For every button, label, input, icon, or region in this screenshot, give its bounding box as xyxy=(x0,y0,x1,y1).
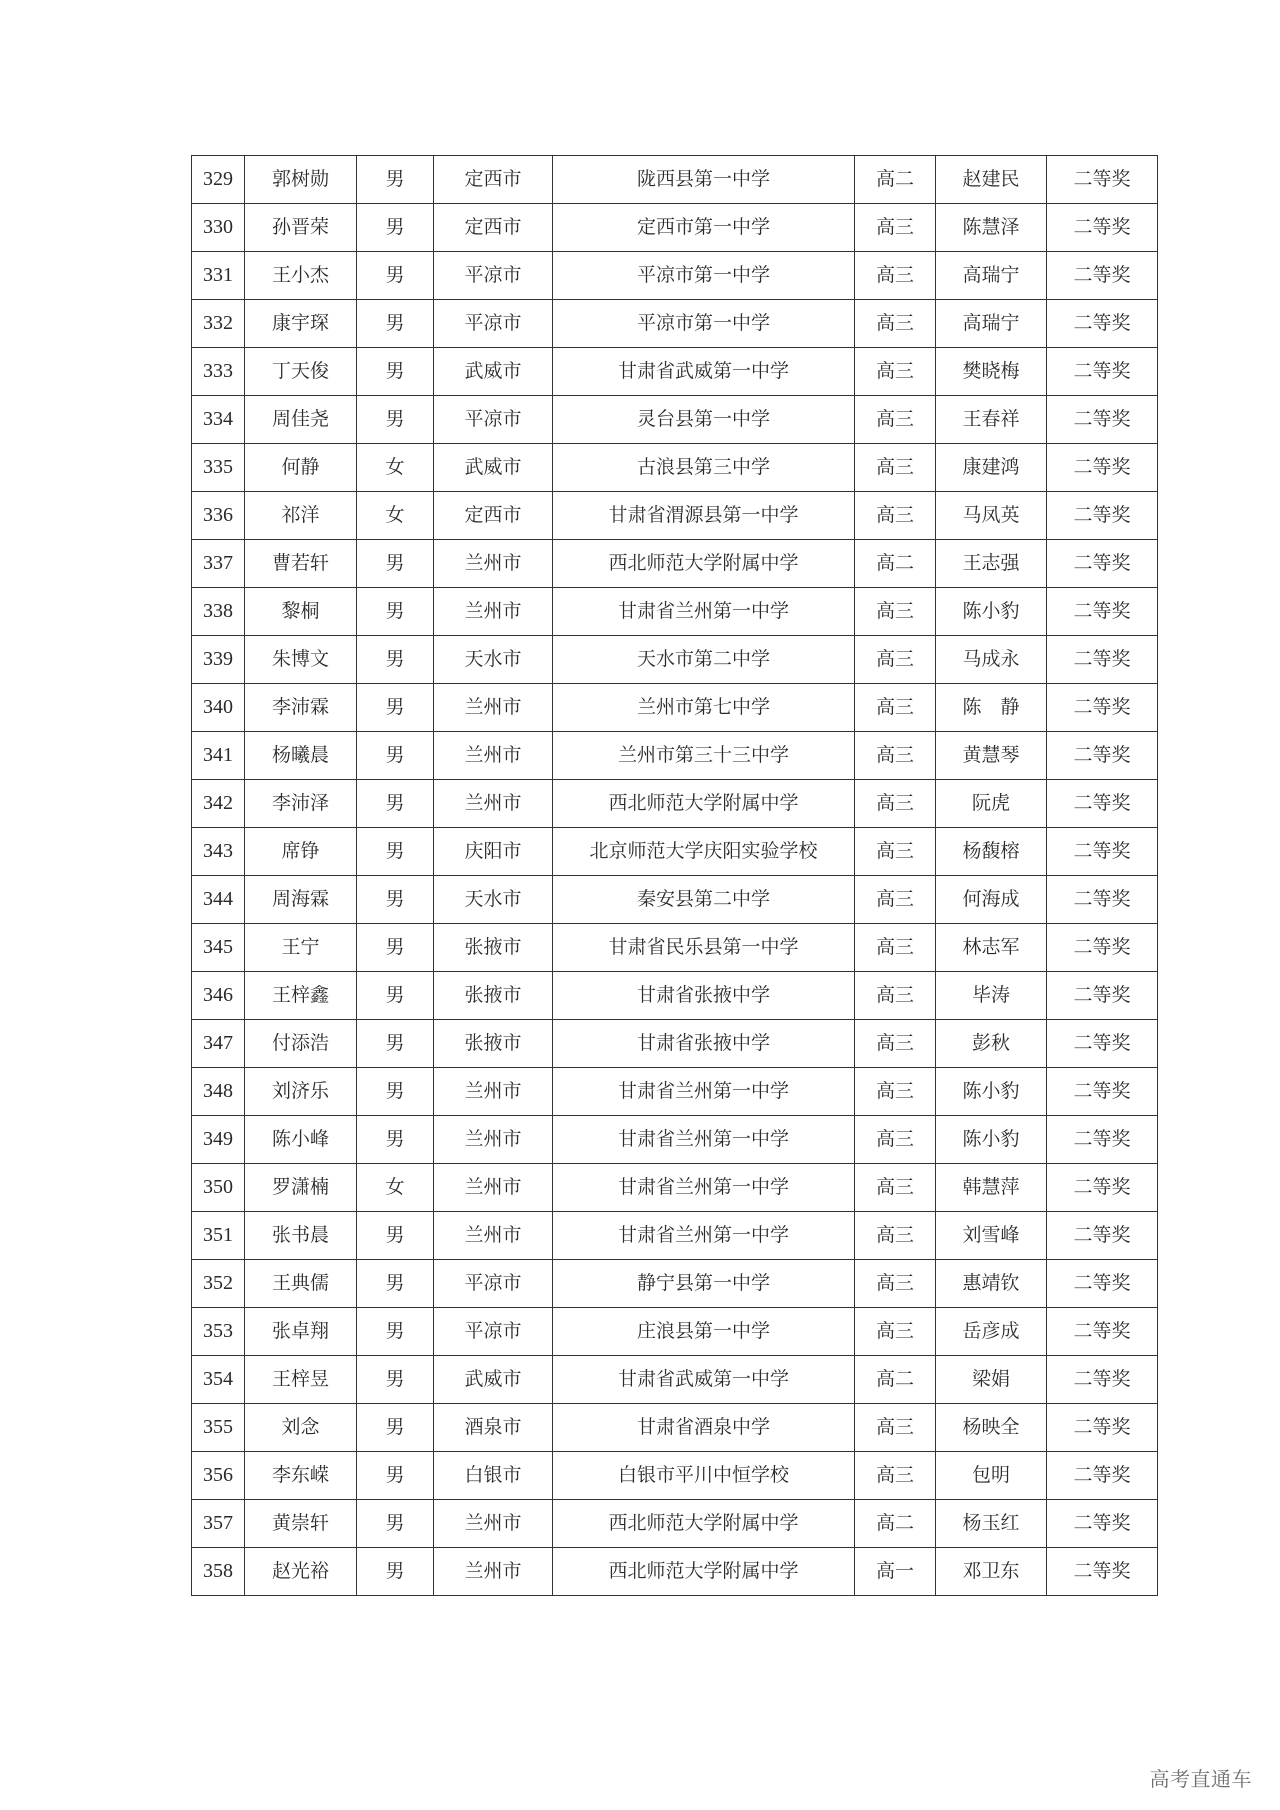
cell-grade: 高三 xyxy=(855,876,936,924)
cell-teacher: 康建鸿 xyxy=(936,444,1047,492)
cell-grade: 高三 xyxy=(855,1260,936,1308)
cell-grade: 高三 xyxy=(855,1452,936,1500)
cell-teacher: 杨玉红 xyxy=(936,1500,1047,1548)
cell-student-name: 周佳尧 xyxy=(245,396,357,444)
cell-award: 二等奖 xyxy=(1047,636,1158,684)
cell-number: 349 xyxy=(192,1116,245,1164)
cell-teacher: 岳彦成 xyxy=(936,1308,1047,1356)
cell-city: 平凉市 xyxy=(434,252,553,300)
cell-grade: 高三 xyxy=(855,1020,936,1068)
cell-school: 甘肃省张掖中学 xyxy=(553,1020,855,1068)
cell-grade: 高二 xyxy=(855,1356,936,1404)
table-row xyxy=(192,348,1158,396)
cell-number: 330 xyxy=(192,204,245,252)
cell-grade: 高三 xyxy=(855,204,936,252)
cell-city: 张掖市 xyxy=(434,924,553,972)
cell-number: 336 xyxy=(192,492,245,540)
cell-number: 342 xyxy=(192,780,245,828)
cell-city: 平凉市 xyxy=(434,1308,553,1356)
cell-award: 二等奖 xyxy=(1047,1452,1158,1500)
cell-student-name: 刘念 xyxy=(245,1404,357,1452)
cell-grade: 高三 xyxy=(855,684,936,732)
cell-student-name: 祁洋 xyxy=(245,492,357,540)
cell-grade: 高三 xyxy=(855,1116,936,1164)
cell-grade: 高三 xyxy=(855,732,936,780)
cell-grade: 高三 xyxy=(855,300,936,348)
cell-teacher: 何海成 xyxy=(936,876,1047,924)
cell-award: 二等奖 xyxy=(1047,828,1158,876)
cell-city: 兰州市 xyxy=(434,588,553,636)
cell-school: 甘肃省兰州第一中学 xyxy=(553,1212,855,1260)
table-row xyxy=(192,396,1158,444)
cell-school: 西北师范大学附属中学 xyxy=(553,540,855,588)
cell-grade: 高三 xyxy=(855,492,936,540)
table-row xyxy=(192,1308,1158,1356)
cell-city: 兰州市 xyxy=(434,780,553,828)
cell-teacher: 黄慧琴 xyxy=(936,732,1047,780)
cell-city: 武威市 xyxy=(434,444,553,492)
cell-student-name: 刘济乐 xyxy=(245,1068,357,1116)
cell-student-name: 王梓昱 xyxy=(245,1356,357,1404)
cell-school: 西北师范大学附属中学 xyxy=(553,1500,855,1548)
cell-school: 北京师范大学庆阳实验学校 xyxy=(553,828,855,876)
cell-student-name: 王宁 xyxy=(245,924,357,972)
cell-teacher: 樊晓梅 xyxy=(936,348,1047,396)
cell-school: 秦安县第二中学 xyxy=(553,876,855,924)
cell-number: 350 xyxy=(192,1164,245,1212)
cell-school: 天水市第二中学 xyxy=(553,636,855,684)
cell-school: 平凉市第一中学 xyxy=(553,300,855,348)
table-row xyxy=(192,1068,1158,1116)
cell-award: 二等奖 xyxy=(1047,1068,1158,1116)
cell-teacher: 韩慧萍 xyxy=(936,1164,1047,1212)
cell-grade: 高三 xyxy=(855,828,936,876)
table-row xyxy=(192,1548,1158,1596)
cell-school: 灵台县第一中学 xyxy=(553,396,855,444)
cell-grade: 高二 xyxy=(855,156,936,204)
cell-award: 二等奖 xyxy=(1047,1020,1158,1068)
cell-number: 347 xyxy=(192,1020,245,1068)
cell-number: 345 xyxy=(192,924,245,972)
cell-city: 天水市 xyxy=(434,636,553,684)
cell-school: 甘肃省兰州第一中学 xyxy=(553,1164,855,1212)
cell-student-name: 朱博文 xyxy=(245,636,357,684)
cell-number: 348 xyxy=(192,1068,245,1116)
cell-student-name: 付添浩 xyxy=(245,1020,357,1068)
cell-award: 二等奖 xyxy=(1047,876,1158,924)
cell-school: 古浪县第三中学 xyxy=(553,444,855,492)
cell-student-name: 赵光裕 xyxy=(245,1548,357,1596)
cell-school: 陇西县第一中学 xyxy=(553,156,855,204)
table-row xyxy=(192,1404,1158,1452)
table-row xyxy=(192,924,1158,972)
cell-number: 357 xyxy=(192,1500,245,1548)
cell-number: 344 xyxy=(192,876,245,924)
cell-grade: 高三 xyxy=(855,1212,936,1260)
cell-gender: 男 xyxy=(357,1308,434,1356)
cell-grade: 高三 xyxy=(855,396,936,444)
table-row xyxy=(192,156,1158,204)
cell-gender: 男 xyxy=(357,1452,434,1500)
cell-teacher: 陈小豹 xyxy=(936,588,1047,636)
cell-number: 339 xyxy=(192,636,245,684)
cell-grade: 高二 xyxy=(855,1500,936,1548)
cell-gender: 男 xyxy=(357,1116,434,1164)
cell-city: 武威市 xyxy=(434,1356,553,1404)
cell-number: 333 xyxy=(192,348,245,396)
cell-city: 定西市 xyxy=(434,492,553,540)
cell-teacher: 林志军 xyxy=(936,924,1047,972)
cell-student-name: 李东嵘 xyxy=(245,1452,357,1500)
table-row xyxy=(192,444,1158,492)
cell-grade: 高三 xyxy=(855,636,936,684)
cell-student-name: 丁天俊 xyxy=(245,348,357,396)
cell-city: 天水市 xyxy=(434,876,553,924)
cell-award: 二等奖 xyxy=(1047,924,1158,972)
cell-student-name: 王典儒 xyxy=(245,1260,357,1308)
cell-teacher: 杨映全 xyxy=(936,1404,1047,1452)
cell-city: 张掖市 xyxy=(434,1020,553,1068)
cell-grade: 高三 xyxy=(855,252,936,300)
cell-grade: 高三 xyxy=(855,1404,936,1452)
cell-student-name: 何静 xyxy=(245,444,357,492)
cell-teacher: 彭秋 xyxy=(936,1020,1047,1068)
cell-student-name: 曹若轩 xyxy=(245,540,357,588)
cell-gender: 男 xyxy=(357,396,434,444)
table-row xyxy=(192,828,1158,876)
cell-award: 二等奖 xyxy=(1047,540,1158,588)
cell-student-name: 张书晨 xyxy=(245,1212,357,1260)
cell-gender: 男 xyxy=(357,1212,434,1260)
cell-award: 二等奖 xyxy=(1047,684,1158,732)
cell-city: 兰州市 xyxy=(434,1068,553,1116)
cell-student-name: 康宇琛 xyxy=(245,300,357,348)
cell-award: 二等奖 xyxy=(1047,1260,1158,1308)
cell-city: 张掖市 xyxy=(434,972,553,1020)
cell-school: 甘肃省张掖中学 xyxy=(553,972,855,1020)
table-row xyxy=(192,780,1158,828)
cell-student-name: 王小杰 xyxy=(245,252,357,300)
table-row xyxy=(192,492,1158,540)
cell-city: 兰州市 xyxy=(434,684,553,732)
cell-city: 兰州市 xyxy=(434,1548,553,1596)
cell-award: 二等奖 xyxy=(1047,156,1158,204)
cell-student-name: 周海霖 xyxy=(245,876,357,924)
table-row xyxy=(192,1116,1158,1164)
table-row xyxy=(192,1164,1158,1212)
cell-teacher: 阮虎 xyxy=(936,780,1047,828)
cell-grade: 高三 xyxy=(855,444,936,492)
cell-teacher: 王志强 xyxy=(936,540,1047,588)
cell-number: 351 xyxy=(192,1212,245,1260)
cell-student-name: 黎桐 xyxy=(245,588,357,636)
cell-teacher: 陈慧泽 xyxy=(936,204,1047,252)
cell-city: 酒泉市 xyxy=(434,1404,553,1452)
cell-gender: 男 xyxy=(357,732,434,780)
cell-teacher: 毕涛 xyxy=(936,972,1047,1020)
cell-school: 甘肃省渭源县第一中学 xyxy=(553,492,855,540)
cell-gender: 男 xyxy=(357,300,434,348)
table-row xyxy=(192,1260,1158,1308)
table-row xyxy=(192,1500,1158,1548)
cell-school: 甘肃省兰州第一中学 xyxy=(553,588,855,636)
cell-gender: 女 xyxy=(357,1164,434,1212)
cell-number: 358 xyxy=(192,1548,245,1596)
cell-grade: 高三 xyxy=(855,924,936,972)
cell-teacher: 马凤英 xyxy=(936,492,1047,540)
cell-grade: 高三 xyxy=(855,348,936,396)
cell-school: 甘肃省兰州第一中学 xyxy=(553,1068,855,1116)
cell-school: 兰州市第三十三中学 xyxy=(553,732,855,780)
cell-school: 西北师范大学附属中学 xyxy=(553,1548,855,1596)
table-row xyxy=(192,972,1158,1020)
cell-student-name: 陈小峰 xyxy=(245,1116,357,1164)
watermark-text: 高考直通车 xyxy=(1149,1767,1252,1791)
cell-gender: 男 xyxy=(357,1260,434,1308)
cell-award: 二等奖 xyxy=(1047,204,1158,252)
cell-gender: 男 xyxy=(357,684,434,732)
cell-gender: 男 xyxy=(357,636,434,684)
cell-gender: 男 xyxy=(357,1068,434,1116)
table-row xyxy=(192,1020,1158,1068)
cell-school: 庄浪县第一中学 xyxy=(553,1308,855,1356)
cell-student-name: 席铮 xyxy=(245,828,357,876)
cell-school: 静宁县第一中学 xyxy=(553,1260,855,1308)
cell-gender: 男 xyxy=(357,540,434,588)
cell-student-name: 王梓鑫 xyxy=(245,972,357,1020)
cell-teacher: 梁娟 xyxy=(936,1356,1047,1404)
cell-teacher: 惠靖钦 xyxy=(936,1260,1047,1308)
cell-award: 二等奖 xyxy=(1047,780,1158,828)
cell-teacher: 高瑞宁 xyxy=(936,300,1047,348)
cell-award: 二等奖 xyxy=(1047,1500,1158,1548)
cell-award: 二等奖 xyxy=(1047,348,1158,396)
cell-school: 甘肃省酒泉中学 xyxy=(553,1404,855,1452)
cell-city: 兰州市 xyxy=(434,732,553,780)
cell-grade: 高三 xyxy=(855,780,936,828)
cell-teacher: 陈小豹 xyxy=(936,1068,1047,1116)
cell-teacher: 杨馥榕 xyxy=(936,828,1047,876)
cell-teacher: 高瑞宁 xyxy=(936,252,1047,300)
cell-city: 兰州市 xyxy=(434,1164,553,1212)
cell-award: 二等奖 xyxy=(1047,1164,1158,1212)
cell-city: 平凉市 xyxy=(434,300,553,348)
cell-school: 白银市平川中恒学校 xyxy=(553,1452,855,1500)
cell-number: 334 xyxy=(192,396,245,444)
cell-teacher: 包明 xyxy=(936,1452,1047,1500)
cell-student-name: 郭树勋 xyxy=(245,156,357,204)
cell-number: 354 xyxy=(192,1356,245,1404)
cell-city: 白银市 xyxy=(434,1452,553,1500)
cell-award: 二等奖 xyxy=(1047,1212,1158,1260)
cell-city: 兰州市 xyxy=(434,1500,553,1548)
cell-city: 庆阳市 xyxy=(434,828,553,876)
cell-award: 二等奖 xyxy=(1047,972,1158,1020)
cell-gender: 男 xyxy=(357,1500,434,1548)
cell-number: 335 xyxy=(192,444,245,492)
cell-award: 二等奖 xyxy=(1047,1308,1158,1356)
table-row xyxy=(192,684,1158,732)
award-list-table xyxy=(191,155,1158,1596)
cell-number: 353 xyxy=(192,1308,245,1356)
cell-teacher: 赵建民 xyxy=(936,156,1047,204)
cell-award: 二等奖 xyxy=(1047,444,1158,492)
cell-gender: 女 xyxy=(357,492,434,540)
cell-number: 338 xyxy=(192,588,245,636)
table-row xyxy=(192,1212,1158,1260)
cell-grade: 高三 xyxy=(855,1164,936,1212)
cell-gender: 男 xyxy=(357,780,434,828)
cell-school: 甘肃省武威第一中学 xyxy=(553,1356,855,1404)
table-row xyxy=(192,204,1158,252)
cell-city: 平凉市 xyxy=(434,396,553,444)
cell-gender: 男 xyxy=(357,252,434,300)
table-row xyxy=(192,588,1158,636)
cell-city: 定西市 xyxy=(434,204,553,252)
cell-gender: 男 xyxy=(357,972,434,1020)
table-row xyxy=(192,1356,1158,1404)
cell-city: 兰州市 xyxy=(434,1212,553,1260)
cell-award: 二等奖 xyxy=(1047,732,1158,780)
cell-number: 329 xyxy=(192,156,245,204)
cell-student-name: 孙晋荣 xyxy=(245,204,357,252)
cell-award: 二等奖 xyxy=(1047,252,1158,300)
cell-grade: 高二 xyxy=(855,540,936,588)
cell-gender: 男 xyxy=(357,1548,434,1596)
cell-school: 西北师范大学附属中学 xyxy=(553,780,855,828)
cell-award: 二等奖 xyxy=(1047,1548,1158,1596)
cell-number: 355 xyxy=(192,1404,245,1452)
cell-teacher: 陈 静 xyxy=(936,684,1047,732)
cell-grade: 高一 xyxy=(855,1548,936,1596)
cell-school: 平凉市第一中学 xyxy=(553,252,855,300)
cell-number: 356 xyxy=(192,1452,245,1500)
cell-award: 二等奖 xyxy=(1047,588,1158,636)
cell-gender: 男 xyxy=(357,204,434,252)
cell-gender: 男 xyxy=(357,1404,434,1452)
table-row xyxy=(192,1452,1158,1500)
cell-gender: 男 xyxy=(357,348,434,396)
cell-gender: 男 xyxy=(357,1356,434,1404)
table-row xyxy=(192,252,1158,300)
cell-grade: 高三 xyxy=(855,1308,936,1356)
cell-teacher: 陈小豹 xyxy=(936,1116,1047,1164)
cell-school: 兰州市第七中学 xyxy=(553,684,855,732)
cell-gender: 男 xyxy=(357,828,434,876)
cell-city: 兰州市 xyxy=(434,540,553,588)
table-body xyxy=(192,156,1158,1596)
cell-teacher: 马成永 xyxy=(936,636,1047,684)
table-row xyxy=(192,636,1158,684)
cell-teacher: 邓卫东 xyxy=(936,1548,1047,1596)
cell-city: 武威市 xyxy=(434,348,553,396)
cell-teacher: 刘雪峰 xyxy=(936,1212,1047,1260)
cell-grade: 高三 xyxy=(855,588,936,636)
cell-award: 二等奖 xyxy=(1047,492,1158,540)
cell-teacher: 王春祥 xyxy=(936,396,1047,444)
cell-student-name: 李沛霖 xyxy=(245,684,357,732)
cell-gender: 男 xyxy=(357,876,434,924)
cell-award: 二等奖 xyxy=(1047,1356,1158,1404)
cell-gender: 男 xyxy=(357,1020,434,1068)
cell-grade: 高三 xyxy=(855,1068,936,1116)
cell-award: 二等奖 xyxy=(1047,1116,1158,1164)
cell-school: 定西市第一中学 xyxy=(553,204,855,252)
cell-city: 兰州市 xyxy=(434,1116,553,1164)
cell-number: 352 xyxy=(192,1260,245,1308)
table-row xyxy=(192,300,1158,348)
cell-student-name: 杨曦晨 xyxy=(245,732,357,780)
cell-number: 346 xyxy=(192,972,245,1020)
cell-grade: 高三 xyxy=(855,972,936,1020)
cell-gender: 男 xyxy=(357,588,434,636)
cell-number: 343 xyxy=(192,828,245,876)
cell-city: 定西市 xyxy=(434,156,553,204)
cell-student-name: 黄崇轩 xyxy=(245,1500,357,1548)
cell-number: 340 xyxy=(192,684,245,732)
table-row xyxy=(192,876,1158,924)
cell-student-name: 罗潇楠 xyxy=(245,1164,357,1212)
cell-school: 甘肃省武威第一中学 xyxy=(553,348,855,396)
cell-number: 332 xyxy=(192,300,245,348)
cell-award: 二等奖 xyxy=(1047,396,1158,444)
cell-award: 二等奖 xyxy=(1047,300,1158,348)
cell-gender: 女 xyxy=(357,444,434,492)
cell-award: 二等奖 xyxy=(1047,1404,1158,1452)
cell-school: 甘肃省兰州第一中学 xyxy=(553,1116,855,1164)
cell-number: 341 xyxy=(192,732,245,780)
cell-student-name: 张卓翔 xyxy=(245,1308,357,1356)
cell-number: 337 xyxy=(192,540,245,588)
cell-student-name: 李沛泽 xyxy=(245,780,357,828)
cell-school: 甘肃省民乐县第一中学 xyxy=(553,924,855,972)
cell-gender: 男 xyxy=(357,156,434,204)
cell-number: 331 xyxy=(192,252,245,300)
table-row xyxy=(192,540,1158,588)
cell-gender: 男 xyxy=(357,924,434,972)
cell-city: 平凉市 xyxy=(434,1260,553,1308)
table-row xyxy=(192,732,1158,780)
